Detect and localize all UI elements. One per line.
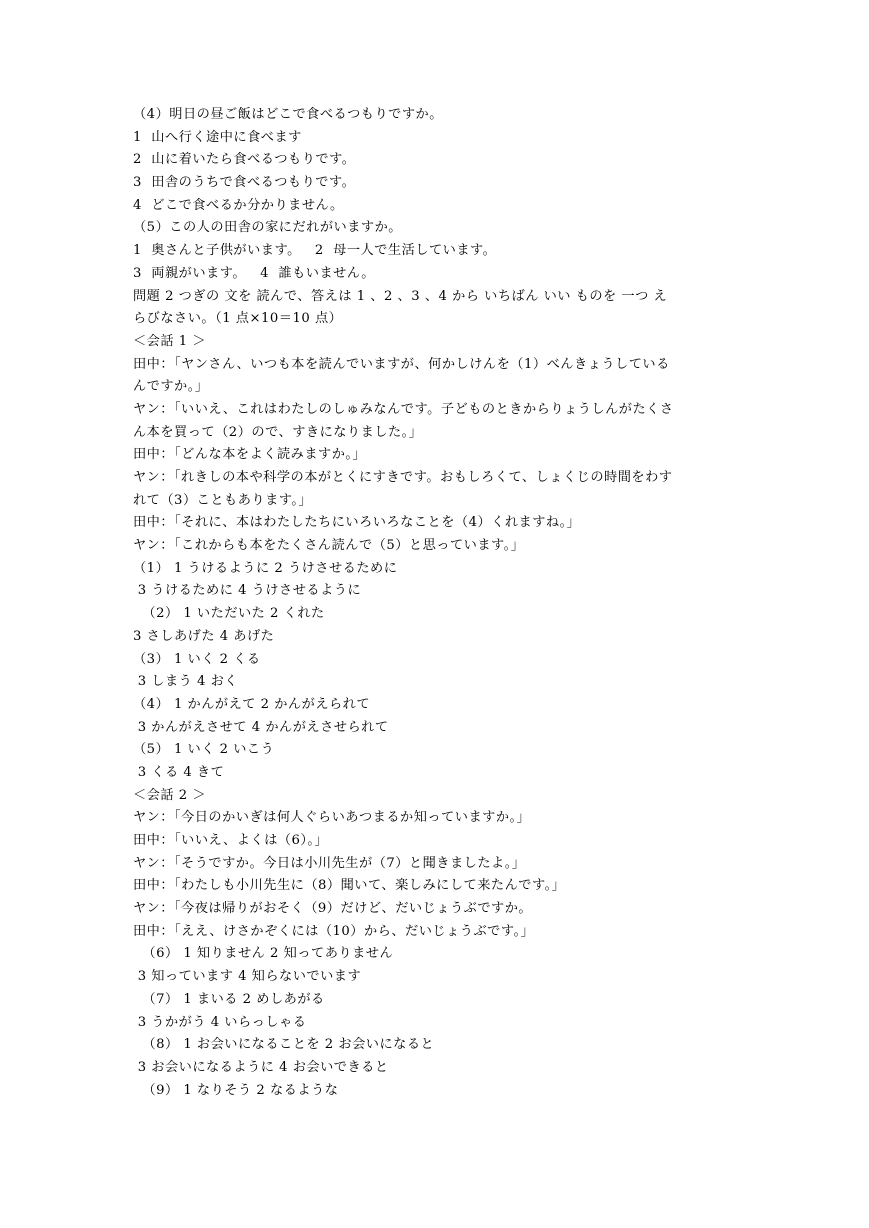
choice-line: （7） 1 まいる 2 めしあがる (133, 991, 325, 1007)
choice-line: （5） 1 いく 2 いこう (133, 742, 275, 758)
answer-option: 3 田舎のうちで食べるつもりです。 (133, 175, 356, 191)
choice-line: 3 さしあげた 4 あげた (133, 628, 275, 644)
choice-line: （8） 1 お会いになることを 2 お会いになると (133, 1037, 435, 1053)
dialogue-heading: ＜会話 1 ＞ (133, 333, 207, 349)
choice-line: 3 うけるために 4 うけさせるように (133, 583, 362, 599)
answer-option: 2 山に着いたら食べるつもりです。 (133, 152, 356, 168)
dialogue-line: ヤン：「れきしの本や科学の本がとくにすきです。おもしろくて、しょくじの時間をわす (133, 470, 673, 485)
choice-line: （4） 1 かんがえて 2 かんがえられて (133, 696, 371, 712)
dialogue-line: 田中：「わたしも小川先生に（8）聞いて、楽しみにして来たんです。」 (133, 878, 566, 894)
section-instruction: 問題 2 つぎの 文を 読んで、答えは 1 、2 、3 、4 から いちばん いい ものを 一つ え (133, 288, 668, 304)
question-4-text: （4）明日の昼ご飯はどこで食べるつもりですか。 (133, 107, 443, 122)
choice-line: 3 しまう 4 おく (133, 674, 238, 690)
dialogue-line: ん本を買って（2）ので、すきになりました。」 (133, 424, 423, 440)
answer-option: 1 奥さんと子供がいます。 2 母一人で生活しています。 (133, 243, 497, 259)
choice-line: 3 うかがう 4 いらっしゃる (133, 1014, 307, 1030)
choice-line: 3 くる 4 きて (133, 764, 225, 780)
dialogue-line: 田中：「ええ、けさかぞくには（10）から、だいじょうぶです。」 (133, 923, 535, 939)
choice-line: 3 かんがえさせて 4 かんがえさせられて (133, 719, 389, 735)
answer-option: 1 山へ行く途中に食べます (133, 129, 302, 145)
answer-option: 4 どこで食べるか分かりません。 (133, 197, 344, 213)
dialogue-line: 田中：「ヤンさん、いつも本を読んでいますが、何かしけんを（1）べんきょうしている (133, 356, 670, 372)
choice-line: （6） 1 知りません 2 知ってありません (133, 946, 394, 962)
dialogue-line: れて（3）こともあります。」 (133, 492, 313, 508)
choice-line: （2） 1 いただいた 2 くれた (133, 606, 325, 622)
dialogue-line: ヤン：「いいえ、これはわたしのしゅみなんです。子どものときからりょうしんがたくさ (133, 401, 674, 417)
dialogue-line: ヤン：「これからも本をたくさん読んで（5）と思っています。」 (133, 538, 525, 554)
section-instruction: らびなさい。（1 点×10＝10 点） (133, 311, 343, 327)
choice-line: （9） 1 なりそう 2 なるような (133, 1082, 339, 1098)
dialogue-heading: ＜会話 2 ＞ (133, 787, 207, 803)
choice-line: （1） 1 うけるように 2 うけさせるために (133, 560, 398, 576)
choice-line: （3） 1 いく 2 くる (133, 651, 261, 667)
dialogue-line: ヤン：「そうですか。今日は小川先生が（7）と聞きましたよ。」 (133, 855, 526, 871)
choice-line: 3 知っています 4 知らないでいます (133, 969, 362, 985)
dialogue-line: 田中：「いいえ、よくは（6）。」 (133, 833, 329, 848)
dialogue-line: んですか。」 (133, 379, 209, 395)
dialogue-line: ヤン：「今夜は帰りがおそく（9）だけど、だいじょうぶですか。 (133, 901, 533, 917)
choice-line: 3 お会いになるように 4 お会いできると (133, 1059, 389, 1075)
question-5-text: （5）この人の田舎の家にだれがいますか。 (133, 220, 402, 236)
answer-option: 3 両親がいます。 4 誰もいません。 (133, 265, 375, 281)
dialogue-line: 田中：「どんな本をよく読みますか。」 (133, 447, 367, 463)
dialogue-line: ヤン：「今日のかいぎは何人ぐらいあつまるか知っていますか。」 (133, 810, 531, 826)
dialogue-line: 田中：「それに、本はわたしたちにいろいろなことを（4）くれますね。」 (133, 515, 581, 531)
document-body (133, 104, 739, 1102)
